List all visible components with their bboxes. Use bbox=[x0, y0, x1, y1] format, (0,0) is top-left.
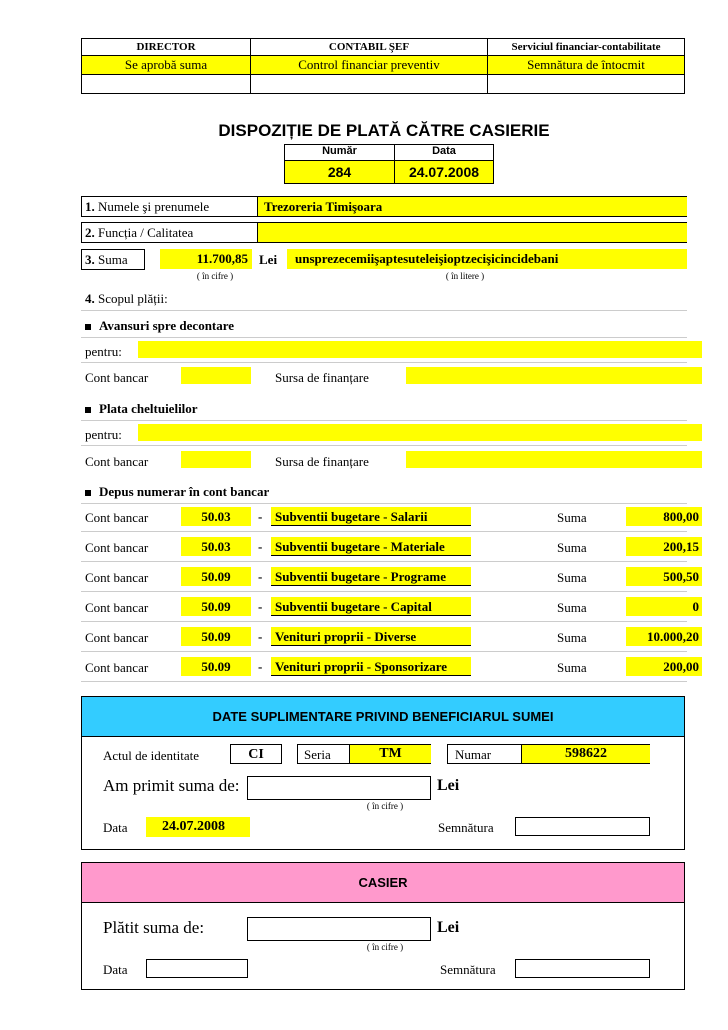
advances-source-field[interactable] bbox=[406, 367, 702, 384]
purpose-label bbox=[85, 291, 168, 307]
sum-label-text: Suma bbox=[98, 252, 128, 267]
deposit-sum-label: Suma bbox=[557, 540, 587, 555]
expenses-for-field[interactable] bbox=[138, 424, 702, 441]
date-label: Data bbox=[432, 145, 456, 157]
number-value[interactable]: 284 bbox=[285, 161, 394, 183]
advances-divider-2 bbox=[81, 362, 687, 363]
function-label bbox=[85, 225, 193, 241]
expenses-account-field[interactable] bbox=[181, 451, 251, 468]
paid-date-label: Data bbox=[103, 962, 128, 977]
purpose-divider bbox=[81, 310, 687, 311]
director-header: DIRECTOR bbox=[82, 39, 251, 56]
approve-sum-label: Se aprobă suma bbox=[82, 56, 251, 75]
name-label-text: Numele şi prenumele bbox=[98, 199, 210, 214]
expenses-heading bbox=[85, 401, 198, 417]
deposit-account-label: Cont bancar bbox=[85, 510, 149, 525]
deposit-account-label: Cont bancar bbox=[85, 540, 149, 555]
beneficiary-title: DATE SUPLIMENTARE PRIVIND BENEFICIARUL SUMEI bbox=[82, 697, 684, 737]
bullet-icon bbox=[85, 490, 91, 496]
sum-amount-field[interactable]: 11.700,85 bbox=[160, 249, 252, 269]
sum-words-field[interactable]: unsprezecemiişaptesuteleişioptzecişicincidebani bbox=[287, 249, 687, 269]
received-amount-field[interactable] bbox=[247, 776, 431, 800]
paid-currency: Lei bbox=[437, 919, 460, 936]
received-signature-label: Semnătura bbox=[438, 820, 494, 835]
deposit-row-divider bbox=[81, 621, 687, 622]
deposit-source-field[interactable]: Subventii bugetare - Capital bbox=[271, 597, 471, 616]
deposit-sum-label: Suma bbox=[557, 510, 587, 525]
date-value[interactable]: 24.07.2008 bbox=[395, 161, 493, 183]
deposit-account-field[interactable]: 50.03 bbox=[181, 537, 251, 556]
advances-for-label: pentru: bbox=[85, 344, 122, 359]
deposit-dash: - bbox=[258, 539, 263, 554]
series-label: Seria bbox=[304, 747, 331, 762]
approval-table bbox=[81, 38, 685, 94]
received-currency: Lei bbox=[437, 777, 460, 794]
deposit-row-divider bbox=[81, 681, 687, 682]
deposit-sum-field[interactable]: 200,15 bbox=[626, 537, 702, 556]
deposit-row-divider bbox=[81, 561, 687, 562]
deposit-row-divider bbox=[81, 651, 687, 652]
received-label: Am primit suma de: bbox=[103, 776, 240, 795]
paid-signature-field[interactable] bbox=[515, 959, 650, 978]
page-title: DISPOZIȚIE DE PLATĂ CĂTRE CASIERIE bbox=[218, 121, 550, 140]
deposit-sum-field[interactable]: 10.000,20 bbox=[626, 627, 702, 646]
deposit-account-field[interactable]: 50.09 bbox=[181, 657, 251, 676]
financial-control-label: Control financiar preventiv bbox=[251, 56, 488, 75]
deposit-source-field[interactable]: Venituri proprii - Sponsorizare bbox=[271, 657, 471, 676]
deposit-sum-field[interactable]: 200,00 bbox=[626, 657, 702, 676]
finance-service-header: Serviciul financiar-contabilitate bbox=[488, 39, 685, 56]
deposit-sum-label: Suma bbox=[557, 600, 587, 615]
chief-accountant-header: CONTABIL ŞEF bbox=[251, 39, 488, 56]
advances-divider bbox=[81, 337, 687, 338]
expenses-for-label: pentru: bbox=[85, 427, 122, 442]
deposit-dash: - bbox=[258, 569, 263, 584]
director-signature-field[interactable] bbox=[82, 75, 251, 94]
deposit-divider bbox=[81, 503, 687, 504]
name-value: Trezoreria Timişoara bbox=[264, 199, 383, 214]
advances-account-label: Cont bancar bbox=[85, 370, 149, 385]
received-date-label: Data bbox=[103, 820, 128, 835]
deposit-sum-field[interactable]: 500,50 bbox=[626, 567, 702, 586]
function-num: 2. bbox=[85, 225, 95, 240]
deposit-source-field[interactable]: Subventii bugetare - Salarii bbox=[271, 507, 471, 526]
expenses-divider bbox=[81, 420, 687, 421]
amount-hint: ( în cifre ) bbox=[196, 271, 234, 281]
purpose-label-text: Scopul plății: bbox=[98, 291, 168, 306]
sum-label bbox=[85, 252, 128, 268]
name-label bbox=[85, 199, 209, 215]
advances-account-field[interactable] bbox=[181, 367, 251, 384]
deposit-label: Depus numerar în cont bancar bbox=[99, 484, 270, 499]
cashier-title: CASIER bbox=[82, 863, 684, 903]
received-date-field[interactable]: 24.07.2008 bbox=[146, 817, 250, 837]
paid-date-field[interactable] bbox=[146, 959, 248, 978]
issuer-signature-field[interactable] bbox=[488, 75, 685, 94]
deposit-dash: - bbox=[258, 659, 263, 674]
chief-accountant-signature-field[interactable] bbox=[251, 75, 488, 94]
deposit-account-label: Cont bancar bbox=[85, 600, 149, 615]
deposit-account-field[interactable]: 50.09 bbox=[181, 627, 251, 646]
advances-for-field[interactable] bbox=[138, 341, 702, 358]
deposit-account-label: Cont bancar bbox=[85, 630, 149, 645]
id-number-field[interactable]: 598622 bbox=[521, 745, 650, 763]
bullet-icon bbox=[85, 324, 91, 330]
deposit-account-label: Cont bancar bbox=[85, 570, 149, 585]
deposit-account-field[interactable]: 50.03 bbox=[181, 507, 251, 526]
expenses-label: Plata cheltuielilor bbox=[99, 401, 198, 416]
name-field[interactable] bbox=[257, 197, 687, 216]
deposit-sum-label: Suma bbox=[557, 660, 587, 675]
name-num: 1. bbox=[85, 199, 95, 214]
deposit-account-field[interactable]: 50.09 bbox=[181, 597, 251, 616]
deposit-source-field[interactable]: Subventii bugetare - Materiale bbox=[271, 537, 471, 556]
deposit-source-field[interactable]: Subventii bugetare - Programe bbox=[271, 567, 471, 586]
deposit-heading bbox=[85, 484, 269, 500]
deposit-sum-field[interactable]: 0 bbox=[626, 597, 702, 616]
deposit-account-label: Cont bancar bbox=[85, 660, 149, 675]
deposit-sum-label: Suma bbox=[557, 630, 587, 645]
deposit-sum-field[interactable]: 800,00 bbox=[626, 507, 702, 526]
bullet-icon bbox=[85, 407, 91, 413]
paid-signature-label: Semnătura bbox=[440, 962, 496, 977]
received-hint: ( în cifre ) bbox=[366, 801, 404, 811]
id-doc-label: Actul de identitate bbox=[103, 748, 200, 763]
number-label: Număr bbox=[322, 145, 357, 157]
id-number-label: Numar bbox=[455, 747, 492, 762]
deposit-account-field[interactable]: 50.09 bbox=[181, 567, 251, 586]
sum-currency: Lei bbox=[259, 252, 278, 267]
expenses-source-label: Sursa de finanțare bbox=[275, 454, 369, 469]
paid-hint: ( în cifre ) bbox=[366, 942, 404, 952]
expenses-account-label: Cont bancar bbox=[85, 454, 149, 469]
expenses-divider-2 bbox=[81, 445, 687, 446]
id-doc-field[interactable]: CI bbox=[230, 744, 282, 764]
deposit-row-divider bbox=[81, 531, 687, 532]
received-signature-field[interactable] bbox=[515, 817, 650, 836]
paid-label: Plătit suma de: bbox=[103, 918, 205, 937]
function-field[interactable] bbox=[257, 223, 687, 242]
advances-source-label: Sursa de finanțare bbox=[275, 370, 369, 385]
paid-amount-field[interactable] bbox=[247, 917, 431, 941]
advances-label: Avansuri spre decontare bbox=[99, 318, 235, 333]
deposit-dash: - bbox=[258, 629, 263, 644]
deposit-dash: - bbox=[258, 509, 263, 524]
expenses-source-field[interactable] bbox=[406, 451, 702, 468]
function-label-text: Funcția / Calitatea bbox=[98, 225, 194, 240]
purpose-num: 4. bbox=[85, 291, 95, 306]
deposit-row-divider bbox=[81, 591, 687, 592]
deposit-source-field[interactable]: Venituri proprii - Diverse bbox=[271, 627, 471, 646]
series-field[interactable]: TM bbox=[349, 745, 431, 763]
words-hint: ( în litere ) bbox=[445, 271, 485, 281]
sum-num: 3. bbox=[85, 252, 95, 267]
advances-heading bbox=[85, 318, 234, 334]
issuer-signature-label: Semnătura de întocmit bbox=[488, 56, 685, 75]
deposit-sum-label: Suma bbox=[557, 570, 587, 585]
deposit-dash: - bbox=[258, 599, 263, 614]
